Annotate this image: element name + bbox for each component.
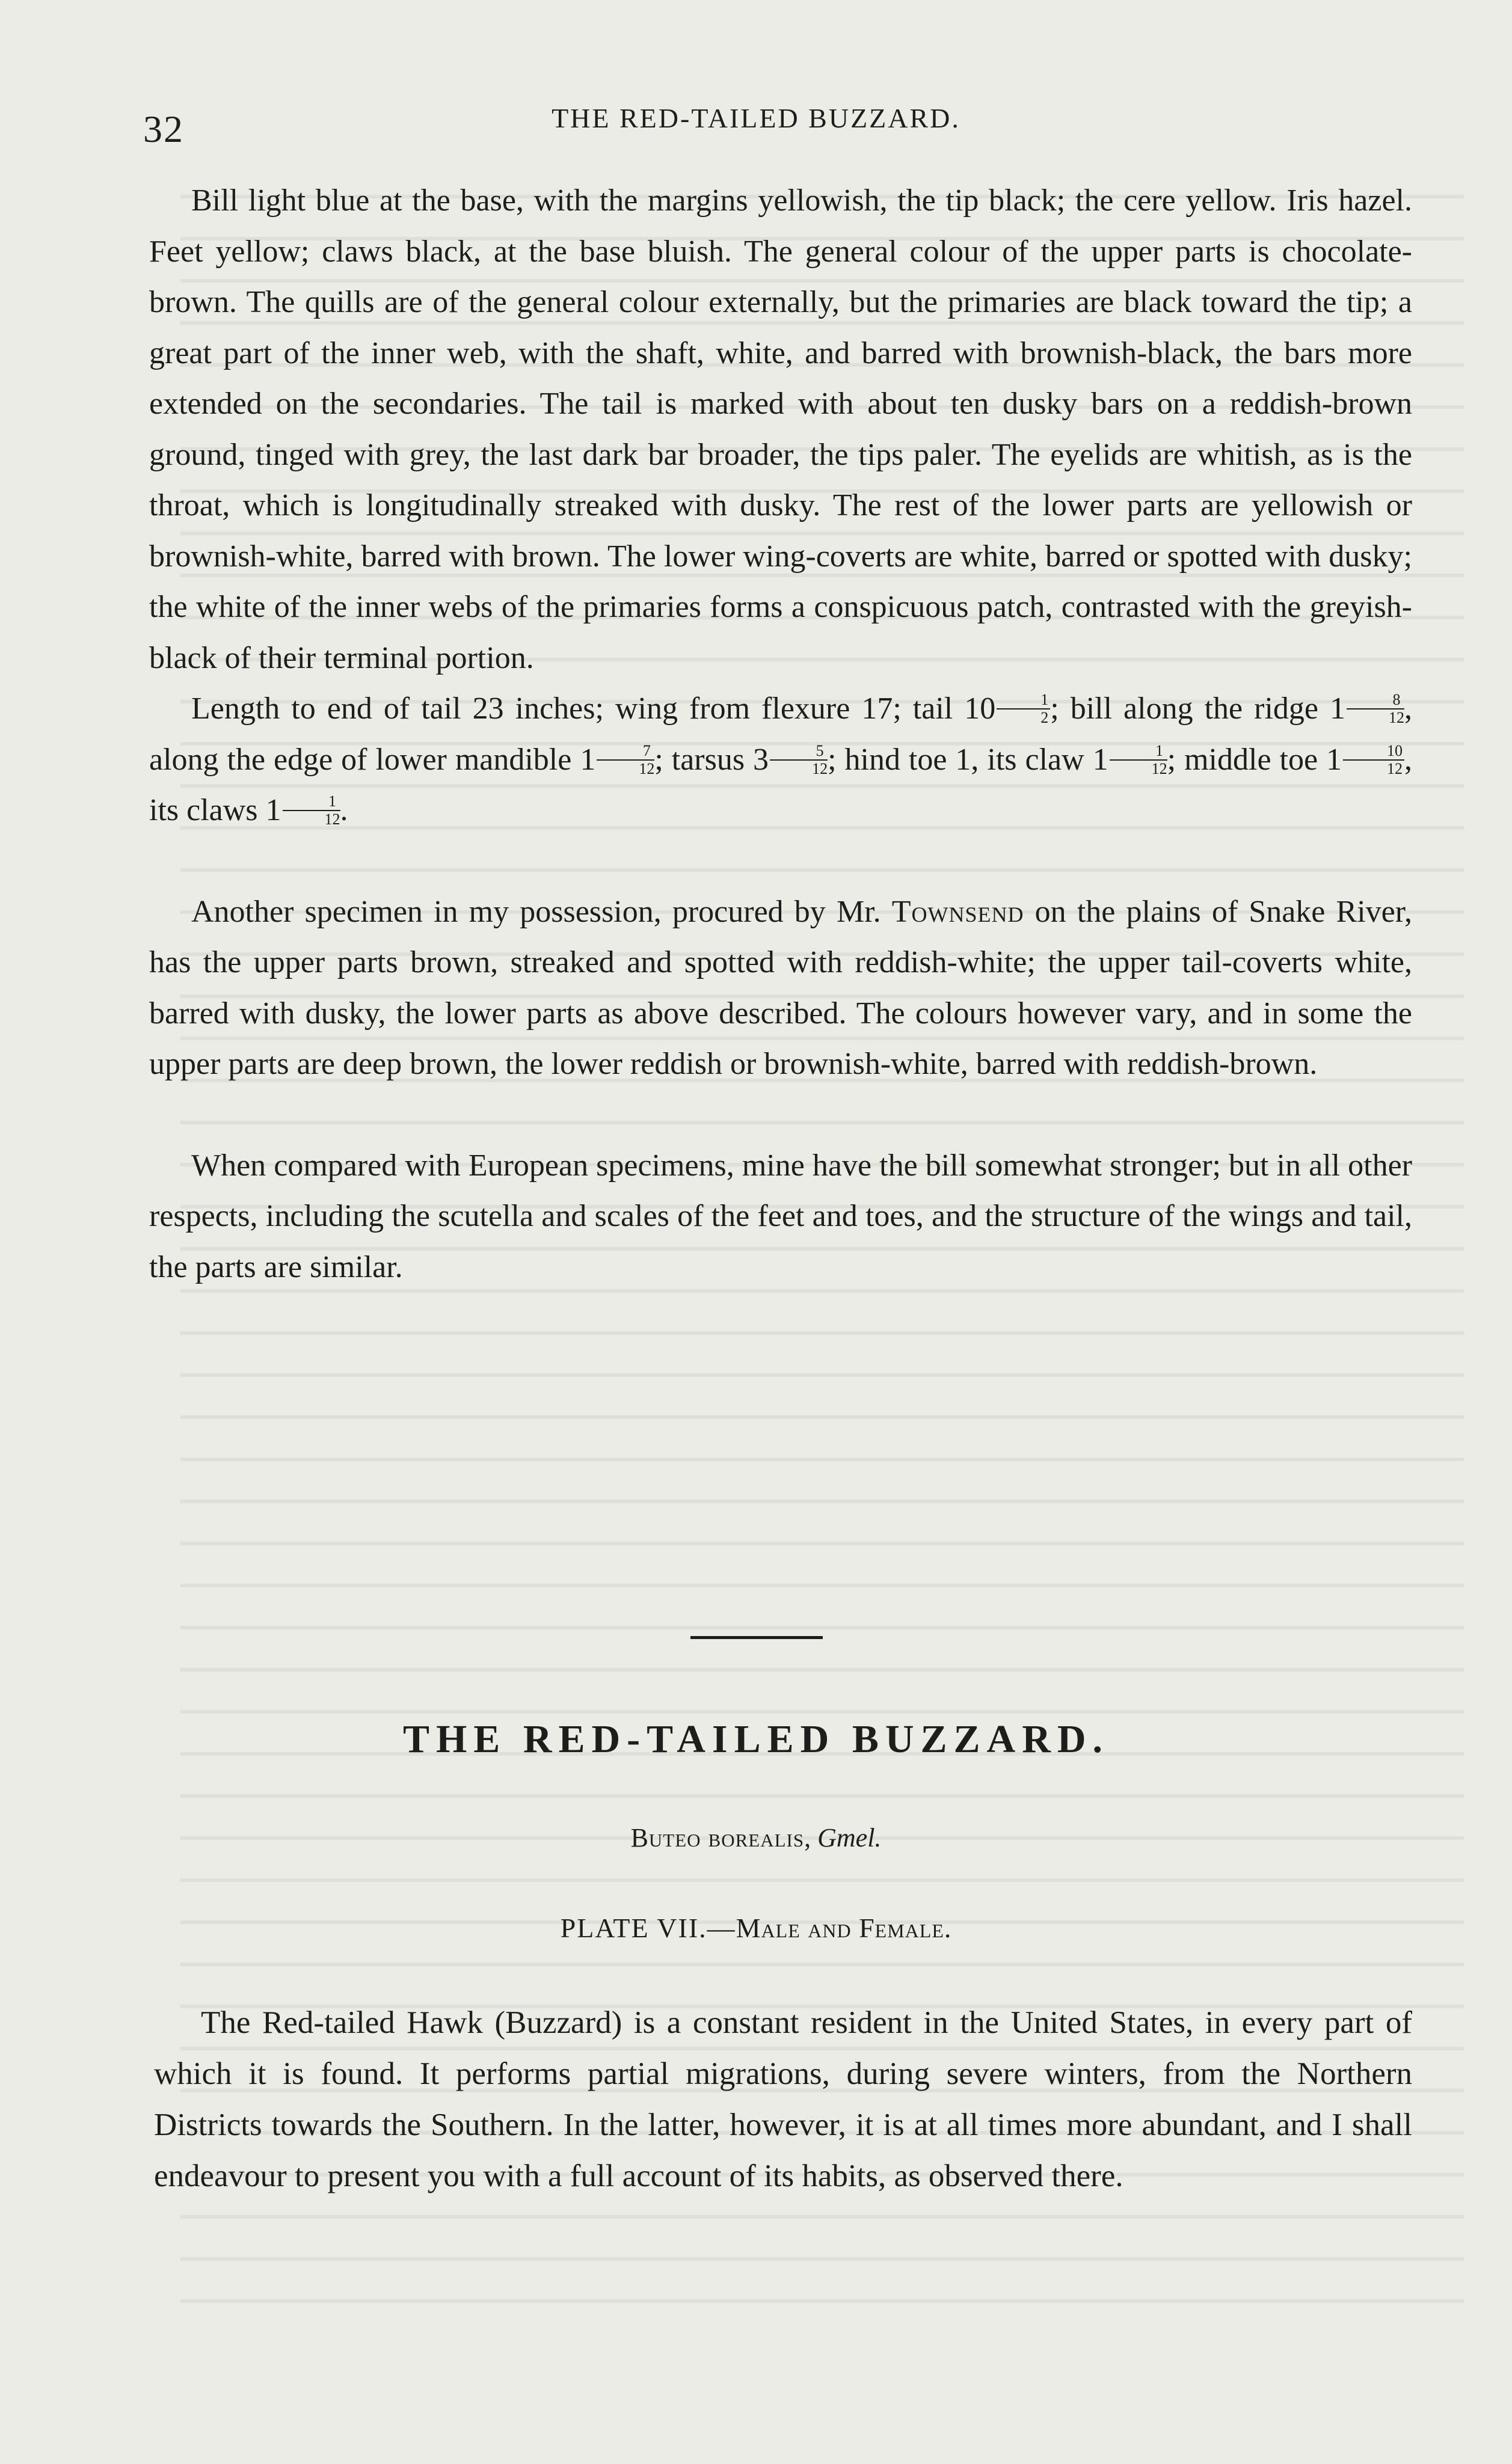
tarsus-fraction: $\frac{5}{12}$ xyxy=(770,743,828,777)
bill-ridge-fraction: $\frac{8}{12}$ xyxy=(1347,691,1404,726)
section-divider xyxy=(690,1636,823,1639)
collector-name: Townsend xyxy=(891,894,1024,929)
middle-toe-fraction: $\frac{10}{12}$ xyxy=(1343,743,1404,777)
tail-fraction: $\frac{1}{2}$ xyxy=(997,691,1050,726)
measurements-end: . xyxy=(340,793,348,827)
middle-toe-label: ; middle toe 1 xyxy=(1167,742,1342,777)
mandible-fraction: $\frac{7}{12}$ xyxy=(597,743,654,777)
specimen-text-start: Another specimen in my possession, procured by Mr. xyxy=(191,894,892,929)
main-text xyxy=(149,176,1412,1293)
claws-fraction: $\frac{1}{12}$ xyxy=(283,793,340,828)
plate-label: PLATE VII.— xyxy=(560,1913,736,1943)
claws-label: , its claws 1 xyxy=(149,742,1413,827)
name-separator: , xyxy=(804,1823,818,1853)
description-paragraph: Bill light blue at the base, with the margins yellowish, the tip black; the cere yellow. Iris hazel. Feet yellow; claws black, at the base bluish. The general colour of the upper parts is chocolate-brown. The quills are of the general colour externally, but the primaries are black toward the tip; a great part of the inner web, with the shaft, white, and barred with brownish-black, the bars more extended on the secondaries. The tail is marked with about ten dusky bars on a reddish-brown ground, tinged with grey, the last dark bar broader, the tips paler. The eyelids are whitish, as is the throat, which is longitudinally streaked with dusky. The rest of the lower parts are yellowish or brownish-white, barred with brown. The lower wing-coverts are white, barred or spotted with dusky; the white of the inner webs of the primaries forms a conspicuous patch, contrasted with the greyish-black of their terminal portion. xyxy=(149,183,1412,675)
plate-subjects: Male and Female. xyxy=(736,1913,952,1943)
article-title: THE RED-TAILED BUZZARD. xyxy=(402,1717,1110,1761)
comparison-paragraph: When compared with European specimens, mine have the bill somewhat stronger; but in all other respects, including the scutella and scales of the feet and toes, and the structure of the wings and tail, the parts are similar. xyxy=(149,1148,1412,1284)
binomial-name: Buteo borealis xyxy=(630,1823,805,1853)
mandible-label: , along the edge of lower mandible 1 xyxy=(149,691,1412,777)
page-number: 32 xyxy=(143,108,184,150)
plate-caption xyxy=(0,1912,1512,1944)
specimen-text-end: on the plains of Snake River, has the upper parts brown, streaked and spotted with reddish-white; the upper tail-coverts white, barred with dusky, the lower parts as above described. The colours however vary, and in some the upper parts are deep brown, the lower reddish or brownish-white, barred with reddish-brown. xyxy=(149,894,1412,1081)
specimen-paragraph xyxy=(149,887,1412,1090)
hind-claw-fraction: $\frac{1}{12}$ xyxy=(1110,743,1167,777)
scientific-name xyxy=(0,1822,1512,1853)
measurements-intro: Length to end of tail 23 inches; wing from flexure 17; tail 10 xyxy=(191,691,996,726)
bill-ridge-label: ; bill along the ridge 1 xyxy=(1050,691,1345,726)
taxonomic-authority: Gmel. xyxy=(817,1823,882,1853)
measurements-paragraph xyxy=(149,684,1412,836)
tarsus-label: ; tarsus 3 xyxy=(654,742,769,777)
hind-toe-label: ; hind toe 1, its claw 1 xyxy=(828,742,1108,777)
opening-paragraph: The Red-tailed Hawk (Buzzard) is a constant resident in the United States, in every part of which it is found. It performs partial migrations, during severe winters, from the Northern Districts towards the Southern. In the latter, however, it is at all times more abundant, and I shall endeavour to present you with a full account of its habits, as observed there. xyxy=(154,2005,1412,2193)
running-title: THE RED-TAILED BUZZARD. xyxy=(552,103,960,133)
